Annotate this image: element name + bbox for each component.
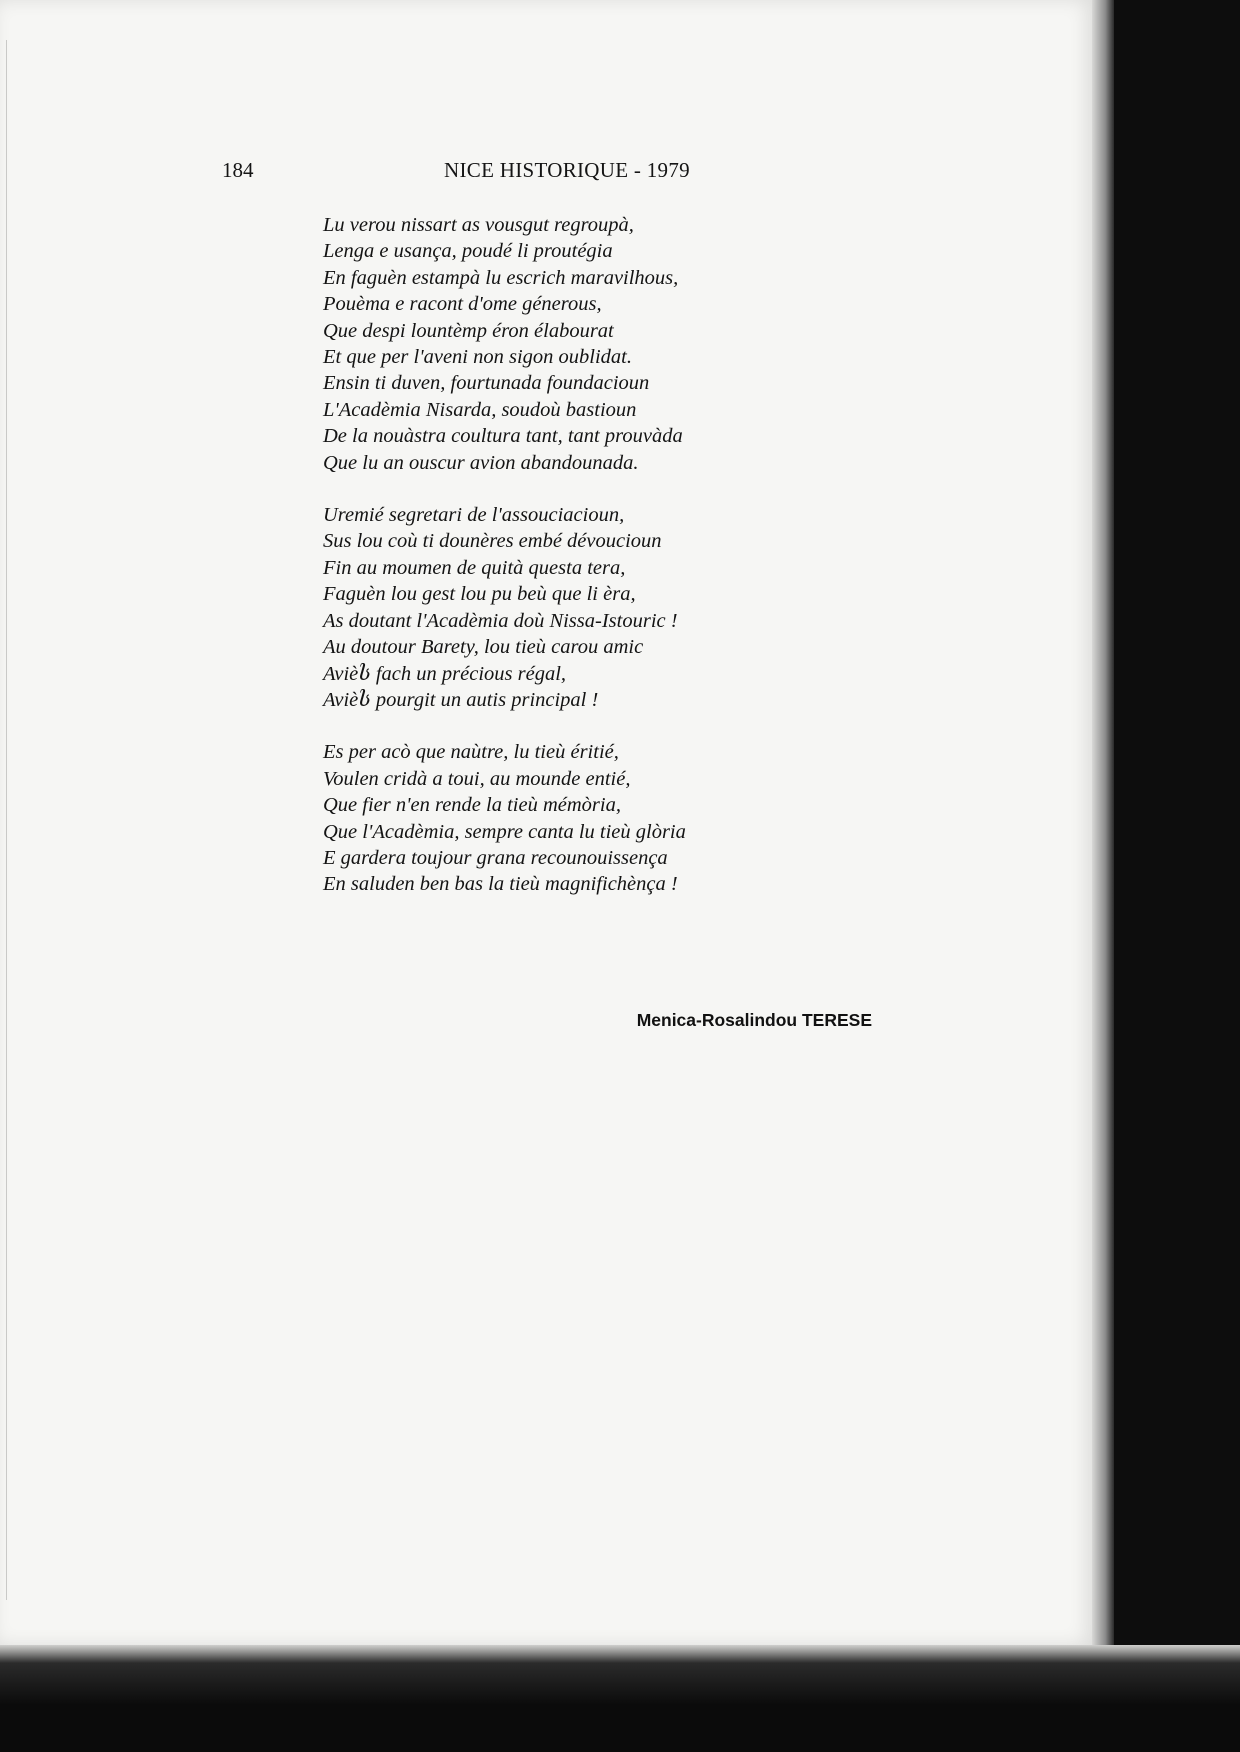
page-number: 184 [222,158,254,182]
poem-line: Pouèma e racont d'ome génerous, [323,293,602,316]
poem-line: Voulen cridà a toui, au mounde entié, [323,767,631,790]
poem-line: Es per acò que naùtre, lu tieù éritié, [323,741,619,764]
poem-line: Sus lou coù ti dounères embé dévoucioun [323,530,662,553]
poem-line: Que lu an ouscur avion abandounada. [323,451,639,474]
poem-line: Uremié segretari de l'assouciacioun, [323,504,625,527]
poem-line: Lenga e usança, poudé li proutégia [323,240,613,263]
poem-line: En faguèn estampà lu escrich maravilhous, [323,266,679,289]
page-margin-line [6,40,7,1600]
stanza-2 [323,502,883,713]
poem-line: De la nouàstra coultura tant, tant prouvàda [323,425,683,448]
poem-line: E gardera toujour grana recounouissença [323,846,668,869]
poem-line: Faguèn lou gest lou pu beù que li èra, [323,583,636,606]
poem-line: L'Acadèmia Nisarda, soudoù bastioun [323,398,637,421]
page-header [222,158,742,190]
poem-line: Fin au moumen de quità questa tera, [323,556,626,579]
running-title: NICE HISTORIQUE - 1979 [444,158,690,182]
poem-line: Que l'Acadèmia, sempre canta lu tieù glòria [323,820,686,843]
poem-line: Et que per l'aveni non sigon oublidat. [323,346,633,369]
poem-line: Avièს fach un précious régal, [323,662,567,685]
scanner-bottom-edge [0,1645,1240,1752]
poem-line: As doutant l'Acadèmia doù Nissa-Istouric ! [323,609,678,632]
poem-line: Ensin ti duven, fourtunada foundacioun [323,372,650,395]
poem-line: Que despi lountèmp éron élabourat [323,319,614,342]
stanza-1 [323,212,883,476]
poem-line: En saluden ben bas la tieù magnifichènça ! [323,873,678,896]
poem-line: Que fier n'en rende la tieù mémòria, [323,794,621,817]
poem [323,212,883,924]
poem-line: Lu verou nissart as vousgut regroupà, [323,214,634,236]
stanza-3 [323,739,883,897]
poem-line: Au doutour Barety, lou tieù carou amic [323,636,644,659]
author-signature: Menica-Rosalindou TERESE [636,1010,872,1030]
page-gutter-shadow [1092,0,1114,1645]
poem-line: Avièს pourgit un autis principal ! [323,688,599,711]
